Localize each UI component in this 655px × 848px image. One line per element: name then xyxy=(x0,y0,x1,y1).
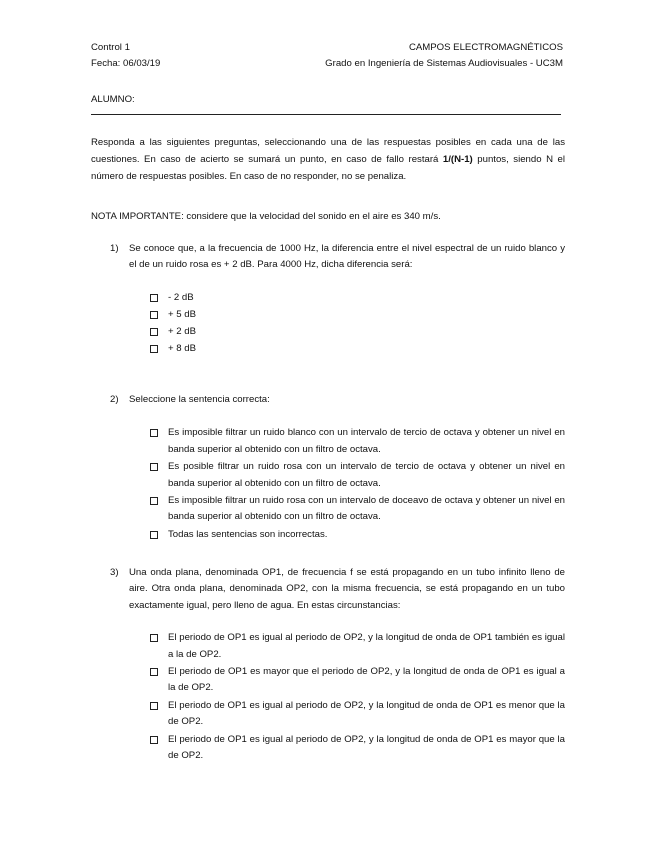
question-2-option-3[interactable] xyxy=(150,493,565,526)
exam-date: Fecha: 06/03/19 xyxy=(91,58,161,69)
question-2-header xyxy=(91,392,565,408)
checkbox-icon[interactable] xyxy=(150,345,158,353)
checkbox-icon[interactable] xyxy=(150,736,158,744)
checkbox-icon[interactable] xyxy=(150,294,158,302)
checkbox-icon[interactable] xyxy=(150,702,158,710)
header-row-2 xyxy=(91,56,563,72)
question-1-number: 1) xyxy=(110,243,119,254)
checkbox-icon[interactable] xyxy=(150,634,158,642)
instructions-paragraph xyxy=(91,134,565,185)
instructions-text-after: puntos, siendo N el número de respuestas posibles. En caso de no responder, no se penaliza. xyxy=(91,154,565,182)
checkbox-icon[interactable] xyxy=(150,311,158,319)
course-title: CAMPOS ELECTROMAGNÉTICOS xyxy=(408,42,563,53)
degree-name: Grado en Ingeniería de Sistemas Audiovisuales - UC3M xyxy=(325,58,563,69)
question-2-option-4[interactable] xyxy=(150,527,565,543)
option-text: El periodo de OP1 es igual al periodo de OP2, y la longitud de onda de OP1 es mayor que la de OP2. xyxy=(168,733,565,762)
question-2-options xyxy=(150,425,565,543)
question-2-option-1[interactable] xyxy=(150,425,565,458)
option-text: Todas las sentencias son incorrectas. xyxy=(168,528,328,540)
question-1-header xyxy=(91,241,565,274)
question-3 xyxy=(91,565,565,765)
penalty-fraction: 1/(N-1) xyxy=(442,154,473,165)
question-1-option-2[interactable] xyxy=(150,307,565,323)
question-1-option-4[interactable] xyxy=(150,341,565,357)
option-text: El periodo de OP1 es igual al periodo de OP2, y la longitud de onda de OP1 también es igual a la de OP2. xyxy=(168,632,565,660)
question-3-number: 3) xyxy=(110,567,119,578)
student-name-section xyxy=(91,92,563,115)
question-2-option-2[interactable] xyxy=(150,459,565,492)
question-2 xyxy=(91,392,565,544)
question-3-options xyxy=(150,630,565,764)
question-2-text: Seleccione la sentencia correcta: xyxy=(129,394,270,405)
question-1-option-1[interactable] xyxy=(150,290,565,306)
option-text: Es imposible filtrar un ruido rosa con un intervalo de doceavo de octava y obtener un nivel en banda superior al obtenido con un filtro de octava. xyxy=(168,495,565,523)
important-note: NOTA IMPORTANTE: considere que la velocidad del sonido en el aire es 340 m/s. xyxy=(91,211,441,222)
option-text: El periodo de OP1 es igual al periodo de OP2, y la longitud de onda de OP1 es menor que la de OP2. xyxy=(168,699,565,728)
question-3-option-4[interactable] xyxy=(150,732,565,765)
question-1-option-3[interactable] xyxy=(150,324,565,340)
question-3-header xyxy=(91,565,565,614)
option-text: Es imposible filtrar un ruido blanco con un intervalo de tercio de octava y obtener un nivel en banda superior al obtenido con un filtro de octava. xyxy=(168,427,565,455)
student-label: ALUMNO: xyxy=(91,94,135,105)
option-text: Es posible filtrar un ruido rosa con un intervalo de tercio de octava y obtener un nivel en banda superior al obtenido con un filtro de octava. xyxy=(168,461,565,489)
document-header xyxy=(91,40,563,72)
checkbox-icon[interactable] xyxy=(150,463,158,471)
option-text: El periodo de OP1 es mayor que el periodo de OP2, y la longitud de onda de OP1 es igual a la de OP2. xyxy=(168,666,565,694)
question-1-text: Se conoce que, a la frecuencia de 1000 Hz, la diferencia entre el nivel espectral de un ruido blanco y el de un ruido rosa es + 2 dB. Para 4000 Hz, dicha diferencia será: xyxy=(129,243,565,271)
student-name-line[interactable] xyxy=(91,114,561,115)
question-2-number: 2) xyxy=(110,394,119,405)
question-1-options xyxy=(150,290,565,357)
checkbox-icon[interactable] xyxy=(150,668,158,676)
option-text: + 8 dB xyxy=(168,342,197,354)
header-row-1 xyxy=(91,40,563,56)
question-3-text: Una onda plana, denominada OP1, de frecuencia f se está propagando en un tubo infinito lleno de aire. Otra onda plana, denominada OP2, con la misma frecuencia, se está propagando en un tubo exactamente igual, pero lleno de agua. En estas circunstancias: xyxy=(129,567,565,611)
instructions-text-before: Responda a las siguientes preguntas, seleccionando una de las respuestas posibles en cada una de las cuestiones. En caso de acierto se sumará un punto, en caso de fallo restará xyxy=(91,137,565,165)
checkbox-icon[interactable] xyxy=(150,328,158,336)
question-1 xyxy=(91,241,565,358)
question-3-option-3[interactable] xyxy=(150,698,565,731)
control-label: Control 1 xyxy=(91,42,130,53)
question-3-option-2[interactable] xyxy=(150,664,565,697)
option-text: + 2 dB xyxy=(168,325,197,337)
checkbox-icon[interactable] xyxy=(150,531,158,539)
checkbox-icon[interactable] xyxy=(150,497,158,505)
option-text: - 2 dB xyxy=(168,291,194,303)
option-text: + 5 dB xyxy=(168,308,197,320)
checkbox-icon[interactable] xyxy=(150,429,158,437)
question-3-option-1[interactable] xyxy=(150,630,565,663)
